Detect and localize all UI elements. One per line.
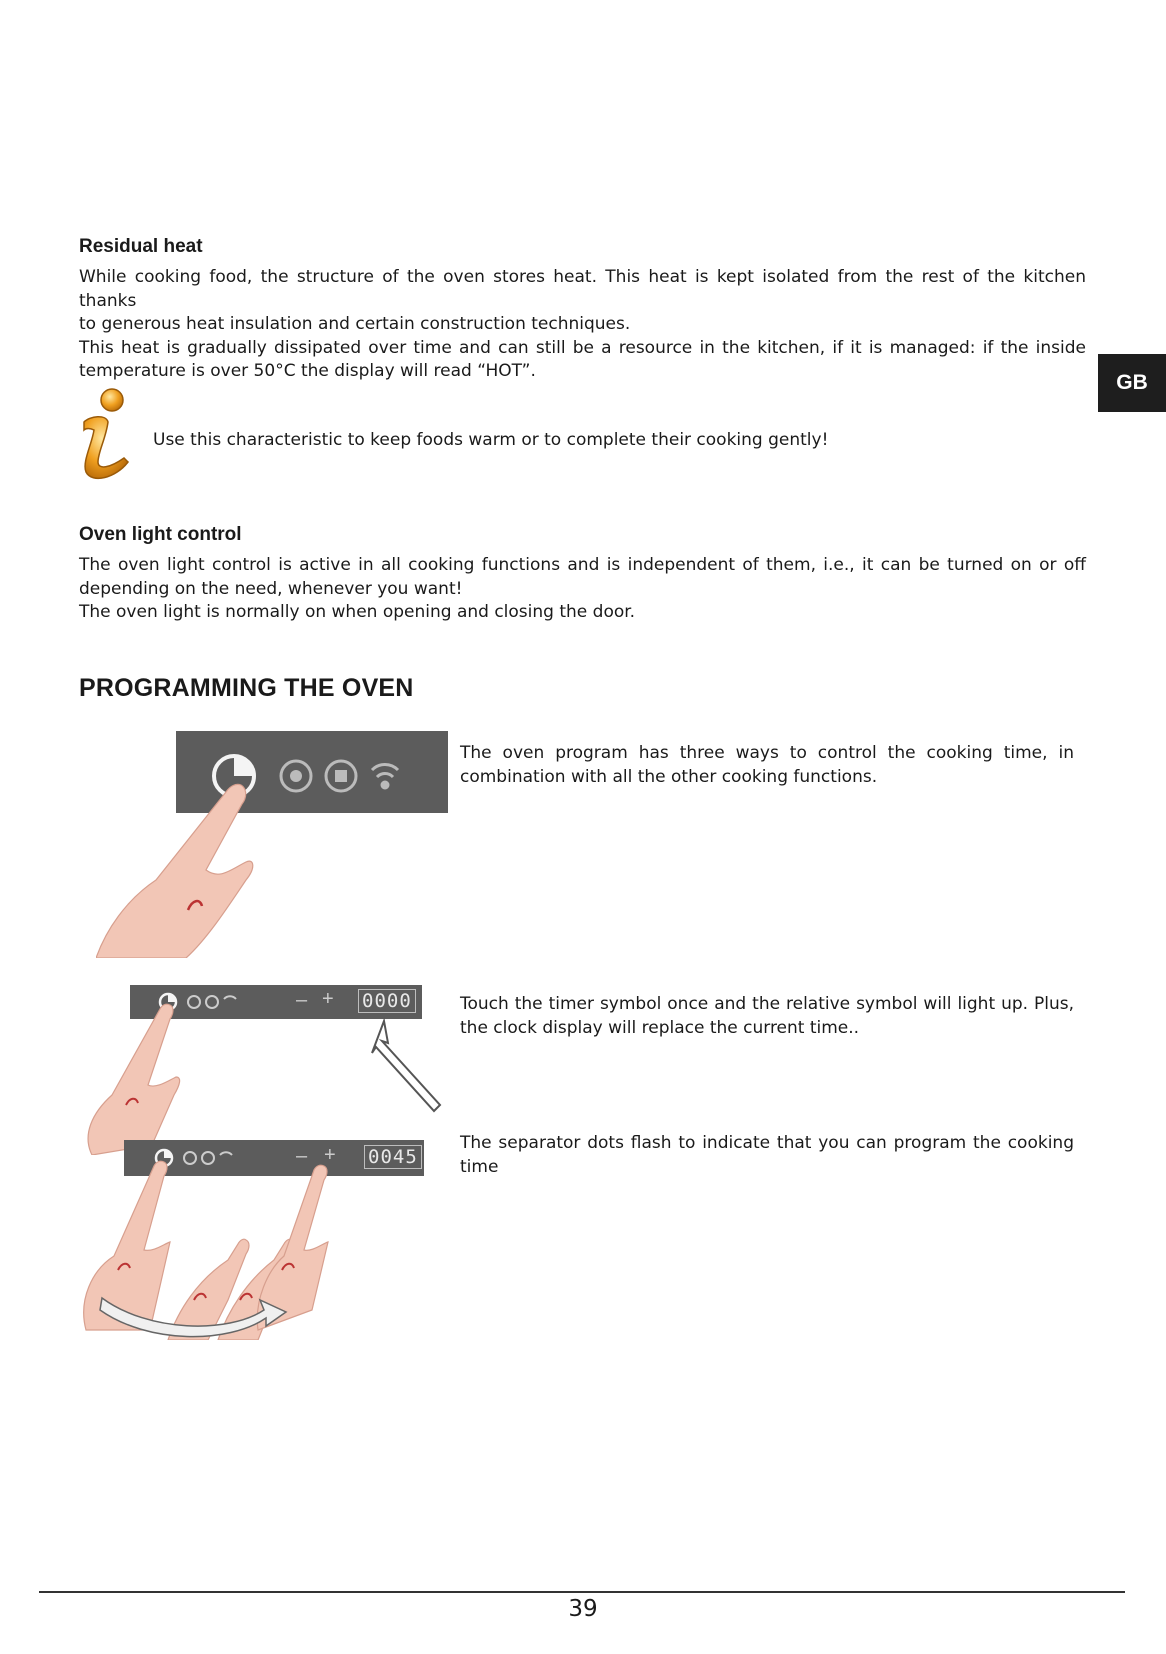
section-title-oven-light: Oven light control [79, 524, 242, 545]
text-line: to generous heat insulation and certain construction techniques. [79, 314, 631, 334]
wifi-icon [220, 1152, 232, 1155]
clock-display: 0000 [358, 989, 416, 1013]
text-line: temperature is over 50°C the display will read “HOT”. [79, 361, 536, 381]
fan-icon [184, 1152, 196, 1164]
text-line: The oven program has three ways to control the cooking time, in [460, 743, 1074, 763]
pointer-arrow-icon [372, 1021, 440, 1111]
oven-light-paragraph [79, 554, 1086, 625]
text-line: The separator dots flash to indicate that you can program the cooking [460, 1133, 1074, 1153]
text-line: depending on the need, whenever you want! [79, 578, 463, 599]
text-line: The oven light is normally on when opening and closing the door. [79, 602, 636, 622]
clock-display: 0045 [364, 1145, 422, 1169]
step3-paragraph [460, 1132, 1074, 1179]
step2-paragraph [460, 993, 1074, 1040]
info-icon [76, 386, 136, 482]
text-line: Touch the timer symbol once and the relative symbol will light up. Plus, [460, 994, 1074, 1014]
minus-button[interactable]: – [296, 989, 308, 1011]
section-title-programming: PROGRAMMING THE OVEN [79, 674, 414, 702]
stop-icon [202, 1152, 214, 1164]
step1-paragraph [460, 742, 1074, 789]
text-line: combination with all the other cooking functions. [460, 766, 878, 787]
text-line: The oven light control is active in all cooking functions and is independent of them, i.e., it can be turned on or off [79, 555, 1086, 575]
wifi-icon [224, 996, 236, 999]
text-line: While cooking food, the structure of the oven stores heat. This heat is kept isolated from the rest of the kitchen thanks [79, 267, 1086, 311]
page-number: 39 [568, 1596, 598, 1622]
residual-heat-paragraph [79, 266, 1086, 384]
illustration-timer-touch [96, 730, 448, 958]
illustration-program-time [78, 1140, 448, 1340]
plus-button[interactable]: + [322, 988, 334, 1010]
language-tab: GB [1098, 354, 1166, 412]
illustration-timer-display [82, 985, 448, 1155]
minus-button[interactable]: – [296, 1145, 308, 1167]
stop-icon [206, 996, 218, 1008]
info-note-text: Use this characteristic to keep foods warm or to complete their cooking gently! [153, 430, 829, 450]
section-title-residual-heat: Residual heat [79, 236, 203, 257]
text-line: time [460, 1156, 499, 1177]
hand-icon [96, 784, 253, 958]
fan-icon [188, 996, 200, 1008]
text-line: This heat is gradually dissipated over time and can still be a resource in the kitchen, if it is managed: if the inside [79, 337, 1086, 358]
plus-button[interactable]: + [324, 1144, 336, 1166]
footer-divider [39, 1591, 1125, 1593]
text-line: the clock display will replace the current time.. [460, 1017, 860, 1038]
hand-icon [88, 1004, 180, 1155]
